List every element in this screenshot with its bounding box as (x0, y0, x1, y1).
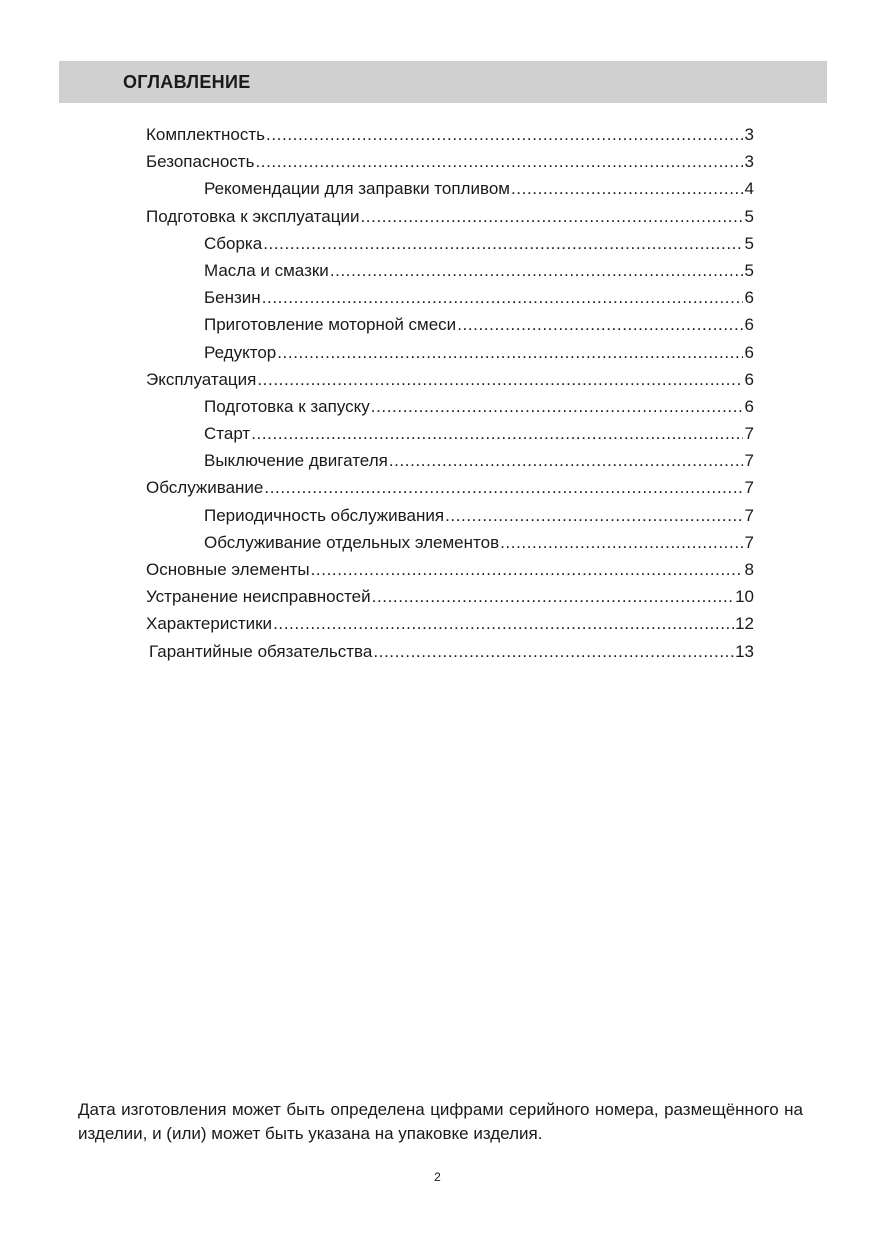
toc-dot-leader (251, 420, 743, 447)
toc-dot-leader (330, 257, 743, 284)
toc-item-page: 3 (744, 125, 754, 144)
toc-dot-leader (445, 502, 743, 529)
toc-item-title: Выключение двигателя (204, 451, 388, 471)
toc-item-title: Периодичность обслуживания (204, 505, 445, 525)
toc-dot-leader (277, 339, 743, 366)
toc-item-podgotovka[interactable] (146, 203, 754, 230)
toc-item-title: Приготовление моторной смеси (204, 315, 457, 335)
toc-item-ekspluataciya[interactable] (146, 366, 754, 393)
toc-item-ustranenie[interactable] (146, 583, 754, 610)
toc-item-title: Комплектность (146, 125, 266, 144)
toc-item-sborka[interactable] (146, 230, 754, 257)
toc-dot-leader (273, 610, 734, 637)
toc-item-title: Сборка (204, 233, 263, 253)
toc-item-title: Основные элементы (146, 560, 310, 579)
toc-item-page: 3 (744, 152, 754, 172)
toc-item-komplektnost[interactable] (146, 121, 754, 148)
toc-item-title: Масла и смазки (204, 260, 329, 280)
toc-item-page: 7 (744, 478, 754, 498)
toc-item-title: Рекомендации для заправки топливом (204, 179, 510, 199)
toc-item-page: 10 (735, 587, 754, 607)
toc-item-page: 5 (744, 260, 754, 280)
toc-dot-leader (266, 121, 743, 148)
toc-item-title: Подготовка к запуску (204, 396, 370, 416)
toc-item-benzin[interactable] (146, 284, 754, 311)
toc-dot-leader (372, 583, 734, 610)
toc-dot-leader (373, 638, 734, 665)
toc-item-periodichnost[interactable] (146, 502, 754, 529)
toc-item-title: Редуктор (204, 342, 277, 362)
toc-item-reduktor[interactable] (146, 339, 754, 366)
toc-dot-leader (311, 556, 743, 583)
toc-item-title: Старт (204, 424, 251, 444)
toc-item-garantiya[interactable] (146, 638, 754, 665)
toc-item-masla[interactable] (146, 257, 754, 284)
toc-item-page: 7 (744, 505, 754, 525)
toc-dot-leader (262, 284, 743, 311)
section-header-bar (59, 61, 827, 103)
toc-item-page: 6 (744, 396, 754, 416)
toc-item-page: 6 (744, 342, 754, 362)
toc-item-page: 8 (744, 560, 754, 579)
toc-dot-leader (263, 230, 743, 257)
toc-item-podgotovka-zapusk[interactable] (146, 393, 754, 420)
toc-item-bezopasnost[interactable] (146, 148, 754, 175)
toc-item-osnovnye[interactable] (146, 556, 754, 583)
toc-item-page: 5 (744, 233, 754, 253)
toc-item-page: 6 (744, 369, 754, 389)
toc-dot-leader (360, 203, 743, 230)
toc-item-page: 13 (735, 641, 754, 661)
toc-item-page: 7 (744, 424, 754, 444)
toc-item-page: 6 (744, 315, 754, 335)
toc-dot-leader (389, 447, 743, 474)
toc-item-zapravka[interactable] (146, 175, 754, 202)
toc-item-start[interactable] (146, 420, 754, 447)
toc-item-title: Эксплуатация (146, 369, 257, 389)
toc-item-vyklyuchenie[interactable] (146, 447, 754, 474)
manufacture-date-note: Дата изготовления может быть определена цифрами серийного номера, размещённого на изделии, и (или) может быть указана на упаковке изделия. (78, 1100, 803, 1143)
toc-item-page: 4 (744, 179, 754, 199)
page-title: ОГЛАВЛЕНИЕ (123, 72, 251, 92)
toc-dot-leader (500, 529, 743, 556)
toc-item-title: Безопасность (146, 152, 255, 172)
toc-item-page: 7 (744, 532, 754, 552)
toc-item-page: 5 (744, 206, 754, 226)
toc-dot-leader (255, 148, 743, 175)
toc-item-title: Обслуживание отдельных элементов (204, 532, 500, 552)
toc-dot-leader (257, 366, 743, 393)
page-number: 2 (434, 1170, 441, 1184)
toc-item-elementy-obsl[interactable] (146, 529, 754, 556)
toc-item-page: 12 (735, 614, 754, 634)
toc-item-title: Устранение неисправностей (146, 587, 371, 607)
toc-dot-leader (457, 311, 743, 338)
toc-item-title: Подготовка к эксплуатации (146, 206, 360, 226)
toc-item-obsluzhivanie[interactable] (146, 474, 754, 501)
toc-dot-leader (371, 393, 743, 420)
toc-item-page: 7 (744, 451, 754, 471)
toc-dot-leader (511, 175, 743, 202)
toc-item-title: Обслуживание (146, 478, 264, 498)
table-of-contents (146, 121, 754, 665)
toc-item-harakteristiki[interactable] (146, 610, 754, 637)
toc-item-page: 6 (744, 288, 754, 308)
toc-item-title: Характеристики (146, 614, 273, 634)
toc-item-title: Бензин (204, 288, 261, 308)
toc-item-smes[interactable] (146, 311, 754, 338)
toc-dot-leader (264, 474, 743, 501)
toc-item-title: Гарантийные обязательства (149, 641, 373, 661)
